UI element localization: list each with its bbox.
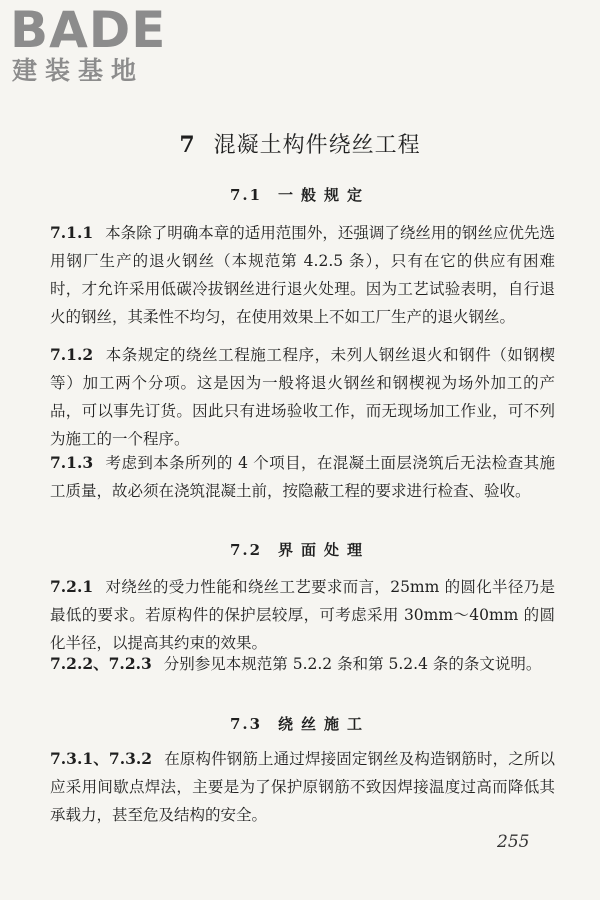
clause-number: 7.1.2: [50, 345, 94, 364]
clause-text: 对绕丝的受力性能和绕丝工艺要求而言，25mm 的圆化半径乃是最低的要求。若原构件的保护层较厚，可考虑采用 30mm～40mm 的圆化半径，以提高其约束的效果。: [50, 578, 555, 652]
clause-number: 7.1.3: [50, 453, 94, 472]
clause-number: 7.2.1: [50, 577, 94, 596]
page-number: 255: [497, 832, 530, 852]
section-title: 一般规定: [278, 186, 371, 204]
clause-text: 分别参见本规范第 5.2.2 条和第 5.2.4 条的条文说明。: [163, 655, 542, 673]
section-heading: [0, 184, 600, 205]
chapter-number: 7: [179, 132, 196, 158]
clause-paragraph: [50, 745, 555, 829]
clause-number: 7.3.1、7.3.2: [50, 749, 153, 768]
clause-text: 本条除了明确本章的适用范围外，还强调了绕丝用的钢丝应优先选用钢厂生产的退火钢丝（本规范第 4.2.5 条），只有在它的供应有困难时，才允许采用低碳冷拔钢丝进行退火处理。因为工艺试验表明，自行退火的钢丝，其柔性不均匀，在使用效果上不如工厂生产的退火钢丝。: [50, 224, 555, 326]
chapter-title: [0, 128, 600, 159]
clause-text: 本条规定的绕丝工程施工程序，未列人钢丝退火和钢件（如钢楔等）加工两个分项。这是因为一般将退火钢丝和钢楔视为场外加工的产品，可以事先订货。因此只有进场验收工作，而无现场加工作业，可不列为施工的一个程序。: [50, 346, 555, 448]
section-heading: [0, 539, 600, 560]
section-heading: [0, 713, 600, 734]
section-number: 7.2: [229, 541, 263, 559]
clause-paragraph: [50, 573, 555, 657]
clause-paragraph: [50, 449, 555, 505]
section-number: 7.1: [229, 186, 263, 204]
clause-paragraph: [50, 650, 555, 678]
chapter-title-text: 混凝土构件绕丝工程: [213, 133, 421, 158]
clause-number: 7.2.2、7.2.3: [50, 654, 152, 673]
clause-number: 7.1.1: [50, 223, 94, 242]
section-number: 7.3: [229, 715, 263, 733]
watermark-logo: [10, 1, 167, 86]
clause-paragraph: [50, 219, 555, 331]
section-title: 界面处理: [278, 541, 371, 559]
clause-text: 在原构件钢筋上通过焊接固定钢丝及构造钢筋时，之所以应采用间歇点焊法，主要是为了保护原钢筋不致因焊接温度过高而降低其承载力，甚至危及结构的安全。: [50, 750, 555, 824]
section-title: 绕丝施工: [278, 715, 371, 733]
watermark-subtitle: 建装基地: [12, 56, 145, 85]
clause-text: 考虑到本条所列的 4 个项目，在混凝土面层浇筑后无法检查其施工质量，故必须在浇筑混凝土前，按隐蔽工程的要求进行检查、验收。: [50, 454, 555, 500]
clause-paragraph: [50, 341, 555, 453]
watermark-brand: BADE: [10, 1, 167, 59]
